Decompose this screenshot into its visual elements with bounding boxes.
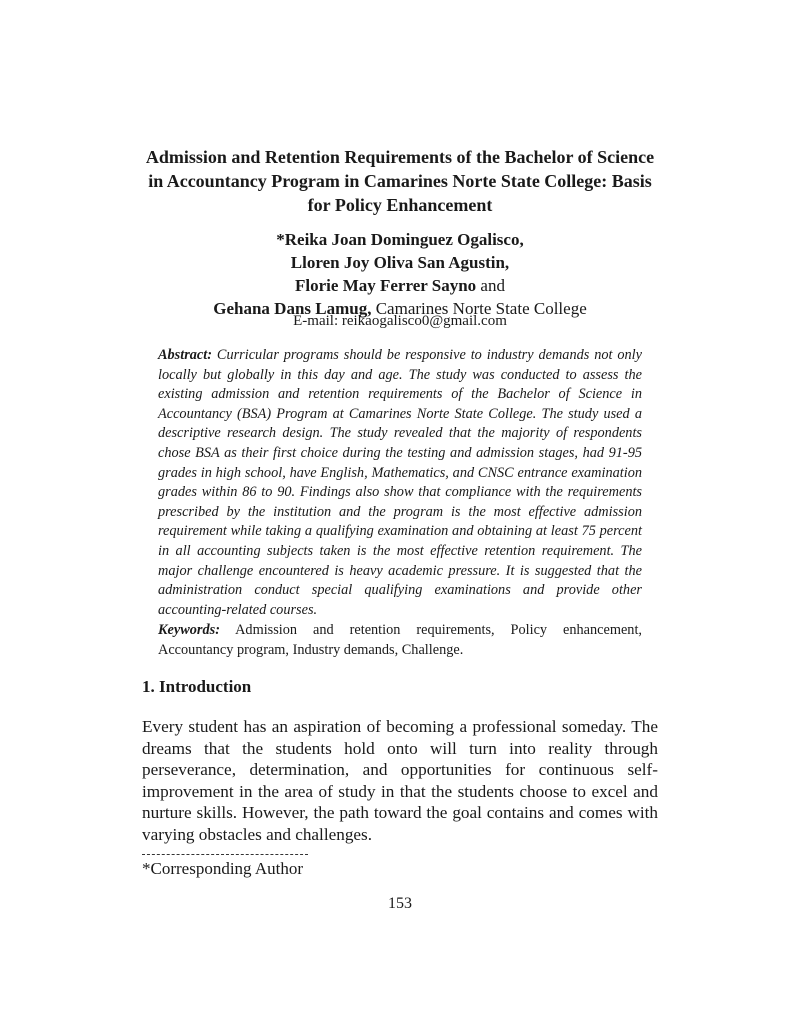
author-affiliation: Camarines Norte State College [371, 299, 587, 318]
author-conjunction: and [476, 276, 505, 295]
author-list [110, 228, 690, 320]
keywords-text: Admission and retention requirements, Policy enhancement, Accountancy program, Industry demands, Challenge. [158, 622, 642, 658]
keywords-label: Keywords: [158, 622, 220, 638]
abstract [158, 346, 642, 620]
title-line-2: in Accountancy Program in Camarines Norte State College: Basis [148, 171, 652, 191]
author-name-1: *Reika Joan Dominguez Ogalisco, [276, 230, 524, 249]
author-name-3: Florie May Ferrer Sayno [295, 276, 477, 295]
author-name-4: Gehana Dans Lamug, [213, 299, 372, 318]
page-number: 153 [388, 895, 412, 912]
author-name-2: Lloren Joy Oliva San Agustin, [290, 253, 510, 272]
abstract-label: Abstract: [158, 347, 213, 363]
paper-title [110, 145, 690, 217]
author-line-1 [110, 228, 690, 251]
author-line-2 [110, 251, 690, 274]
section-heading-introduction: 1. Introduction [142, 677, 252, 696]
keywords [158, 621, 642, 660]
title-line-1: Admission and Retention Requirements of the Bachelor of Science [145, 147, 655, 167]
author-email: E-mail: reikaogalisco0@gmail.com [293, 313, 507, 329]
abstract-text: Curricular programs should be responsive to industry demands not only locally but globally in this day and age. The study was conducted to assess the existing admission and retention requirements of the Bachelor of Science in Accountancy (BSA) Program at Camarines Norte State College. The study used a descriptive research design. The study revealed that the majority of respondents chose BSA as their first choice during the testing and admission stages, had 91-95 grades in high school, have English, Mathematics, and CNSC entrance examination grades within 86 to 90. Findings also show that compliance with the requirements prescribed by the institution and the program is the most effective admission requirement while taking a qualifying examination and obtaining at least 75 percent in all accounting subjects taken is the most effective retention requirement. The major challenge encountered is heavy academic pressure. It is suggested that the administration conduct special qualifying examinations and provide other accounting-related courses. [158, 347, 642, 618]
introduction-paragraph: Every student has an aspiration of becoming a professional someday. The dreams that the students hold onto will turn into reality through perseverance, determination, and opportunities for continuous self-improvement in the area of study in that the students choose to excel and nurture skills. However, the path toward the goal contains and comes with varying obstacles and challenges. [142, 717, 658, 844]
title-line-3: for Policy Enhancement [307, 195, 493, 215]
footnote-divider [142, 854, 308, 855]
footnote-corresponding-author: *Corresponding Author [142, 859, 304, 878]
author-line-3 [110, 274, 690, 297]
